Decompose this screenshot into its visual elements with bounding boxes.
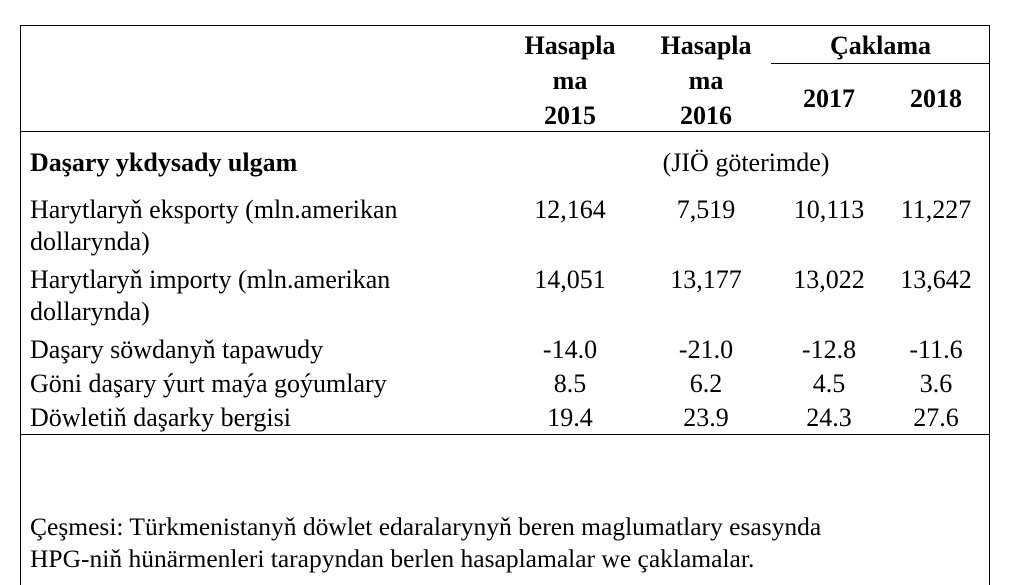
section-unit: (JIÖ göterimde) — [662, 148, 830, 177]
value-2017: 10,113 — [793, 195, 865, 224]
row-label: Harytlaryň eksporty (mln.amerikan — [30, 195, 398, 224]
value-2017: 24.3 — [806, 403, 852, 432]
source-note: Çeşmesi: Türkmenistanyň döwlet edaralarynyň beren maglumatlary esasynda — [30, 512, 822, 541]
header-col1-line3: 2015 — [544, 101, 596, 130]
value-2015: 19.4 — [547, 403, 593, 432]
value-2016: 13,177 — [670, 265, 742, 294]
header-forecast-group: Çaklama — [829, 31, 932, 60]
value-2018: -11.6 — [909, 335, 963, 364]
source-note-continuation: HPG-niň hünärmenleri tarapyndan berlen hasaplamalar we çaklamalar. — [30, 544, 755, 573]
header-col2-line3: 2016 — [680, 101, 732, 130]
value-2015: -14.0 — [542, 335, 598, 364]
value-2016: -21.0 — [678, 335, 734, 364]
value-2017: -12.8 — [801, 335, 857, 364]
value-2016: 6.2 — [689, 369, 723, 398]
value-2016: 23.9 — [683, 403, 729, 432]
value-2018: 3.6 — [919, 369, 953, 398]
forecast-underline — [771, 63, 990, 64]
body-divider — [20, 434, 990, 435]
value-2016: 7,519 — [676, 195, 736, 224]
value-2018: 11,227 — [900, 195, 972, 224]
value-2017: 13,022 — [793, 265, 865, 294]
header-col2-line2: ma — [688, 66, 724, 95]
row-label: Göni daşary ýurt maýa goýumlary — [30, 369, 387, 398]
value-2018: 13,642 — [900, 265, 972, 294]
row-label: Daşary söwdanyň tapawudy — [30, 335, 324, 364]
header-divider — [20, 131, 990, 132]
value-2015: 8.5 — [553, 369, 587, 398]
header-col3: 2017 — [803, 84, 855, 113]
value-2015: 14,051 — [534, 265, 606, 294]
value-2015: 12,164 — [534, 195, 606, 224]
header-col1-line2: ma — [552, 66, 588, 95]
section-title: Daşary ykdysady ulgam — [30, 148, 298, 177]
row-label: Harytlaryň importy (mln.amerikan — [30, 265, 391, 294]
header-col4: 2018 — [910, 84, 962, 113]
row-label-continuation: dollarynda) — [30, 297, 150, 326]
row-label-continuation: dollarynda) — [30, 227, 150, 256]
header-col1-line1: Hasapla — [524, 31, 616, 60]
row-label: Döwletiň daşarky bergisi — [30, 403, 291, 432]
value-2018: 27.6 — [913, 403, 959, 432]
value-2017: 4.5 — [812, 369, 846, 398]
header-col2-line1: Hasapla — [660, 31, 752, 60]
